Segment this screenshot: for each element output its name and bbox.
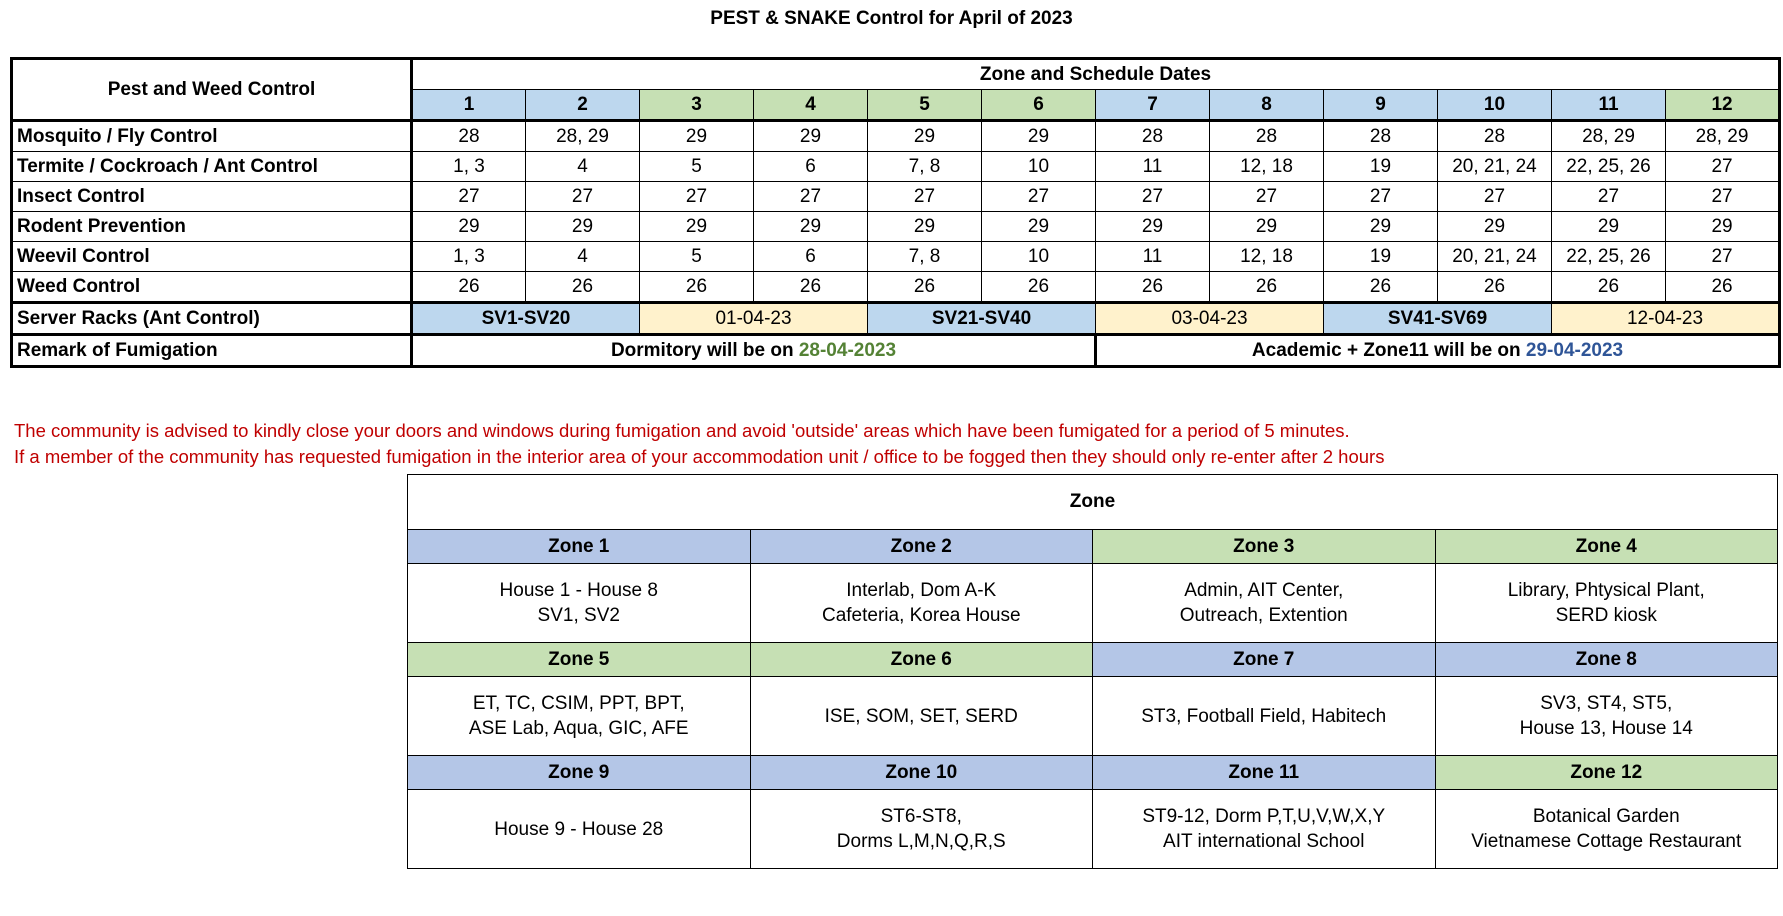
server-racks-row bbox=[12, 303, 1780, 335]
note-line: If a member of the community has requested fumigation in the interior area of your accommodation unit / office to be fogged then they should only re-enter after 2 hours bbox=[14, 446, 1385, 467]
zone-locations-cell bbox=[1435, 790, 1778, 869]
zone-locations-cell bbox=[1093, 790, 1436, 869]
zone-name-cell: Zone 1 bbox=[408, 530, 751, 564]
server-date-cell: 01-04-23 bbox=[640, 303, 868, 335]
schedule-date-cell: 26 bbox=[1096, 272, 1210, 303]
zone-location-line: Interlab, Dom A-K bbox=[846, 580, 997, 601]
schedule-date-cell: 29 bbox=[1096, 212, 1210, 242]
zone-name-cell: Zone 2 bbox=[750, 530, 1093, 564]
row-label: Weed Control bbox=[12, 272, 412, 303]
zone-name-cell: Zone 4 bbox=[1435, 530, 1778, 564]
row-label: Termite / Cockroach / Ant Control bbox=[12, 152, 412, 182]
schedule-date-cell: 1, 3 bbox=[412, 152, 526, 182]
schedule-date-cell: 29 bbox=[526, 212, 640, 242]
header-row bbox=[12, 59, 1780, 90]
schedule-date-cell: 29 bbox=[1552, 212, 1666, 242]
zone-number-cell: 1 bbox=[412, 90, 526, 121]
schedule-row bbox=[12, 242, 1780, 272]
zone-locations-cell bbox=[1093, 677, 1436, 756]
schedule-date-cell: 4 bbox=[526, 152, 640, 182]
zone-location-line: ST3, Football Field, Habitech bbox=[1141, 705, 1387, 727]
zone-number-cell: 9 bbox=[1324, 90, 1438, 121]
schedule-date-cell: 28, 29 bbox=[1552, 121, 1666, 152]
zone-location-line: House 9 - House 28 bbox=[494, 818, 664, 840]
schedule-date-cell: 22, 25, 26 bbox=[1552, 242, 1666, 272]
zone-locations-cell bbox=[750, 564, 1093, 643]
schedule-row bbox=[12, 152, 1780, 182]
note-line: The community is advised to kindly close your doors and windows during fumigation and avoid 'outside' areas which have been fumigated for a period of 5 minutes. bbox=[14, 420, 1350, 441]
server-group-cell: SV21-SV40 bbox=[868, 303, 1096, 335]
schedule-date-cell: 26 bbox=[1324, 272, 1438, 303]
zone-locations-cell bbox=[408, 564, 751, 643]
schedule-date-cell: 10 bbox=[982, 242, 1096, 272]
fumigation-date: 28-04-2023 bbox=[798, 339, 897, 361]
schedule-date-cell: 19 bbox=[1324, 152, 1438, 182]
schedule-date-cell: 26 bbox=[1666, 272, 1780, 303]
server-date-cell: 12-04-23 bbox=[1552, 303, 1780, 335]
schedule-date-cell: 29 bbox=[982, 212, 1096, 242]
schedule-date-cell: 29 bbox=[640, 121, 754, 152]
schedule-date-cell: 26 bbox=[754, 272, 868, 303]
schedule-date-cell: 27 bbox=[1210, 182, 1324, 212]
fumigation-date: 29-04-2023 bbox=[1525, 339, 1624, 361]
zone-number-cell: 11 bbox=[1552, 90, 1666, 121]
schedule-row bbox=[12, 272, 1780, 303]
schedule-date-cell: 1, 3 bbox=[412, 242, 526, 272]
schedule-row bbox=[12, 182, 1780, 212]
fumigation-text: Dormitory will be on bbox=[610, 339, 799, 361]
zone-number-cell: 8 bbox=[1210, 90, 1324, 121]
schedule-date-cell: 26 bbox=[1552, 272, 1666, 303]
fumigation-notes bbox=[14, 418, 1384, 470]
schedule-date-cell: 26 bbox=[868, 272, 982, 303]
zone-location-line: AIT international School bbox=[1163, 831, 1365, 852]
row-label: Remark of Fumigation bbox=[12, 335, 412, 367]
zone-location-line: SV1, SV2 bbox=[537, 605, 620, 626]
schedule-date-cell: 7, 8 bbox=[868, 242, 982, 272]
schedule-row bbox=[12, 121, 1780, 152]
zone-name-cell: Zone 7 bbox=[1093, 643, 1436, 677]
zone-location-line: ST6-ST8, bbox=[880, 806, 962, 827]
schedule-date-cell: 6 bbox=[754, 242, 868, 272]
schedule-date-cell: 6 bbox=[754, 152, 868, 182]
zone-name-cell: Zone 3 bbox=[1093, 530, 1436, 564]
zone-table bbox=[407, 474, 1778, 869]
zone-number-cell: 4 bbox=[754, 90, 868, 121]
schedule-row bbox=[12, 212, 1780, 242]
schedule-date-cell: 12, 18 bbox=[1210, 242, 1324, 272]
schedule-date-cell: 26 bbox=[1210, 272, 1324, 303]
schedule-date-cell: 28, 29 bbox=[1666, 121, 1780, 152]
schedule-date-cell: 29 bbox=[982, 121, 1096, 152]
schedule-date-cell: 11 bbox=[1096, 242, 1210, 272]
schedule-date-cell: 27 bbox=[526, 182, 640, 212]
schedule-date-cell: 28 bbox=[1096, 121, 1210, 152]
pest-weed-header: Pest and Weed Control bbox=[12, 59, 412, 121]
zone-locations-cell bbox=[408, 790, 751, 869]
zone-location-line: Botanical Garden bbox=[1532, 806, 1680, 827]
schedule-date-cell: 29 bbox=[1438, 212, 1552, 242]
zone-header-row bbox=[408, 756, 1778, 790]
schedule-date-cell: 7, 8 bbox=[868, 152, 982, 182]
row-label: Rodent Prevention bbox=[12, 212, 412, 242]
schedule-date-cell: 29 bbox=[1210, 212, 1324, 242]
zone-number-cell: 3 bbox=[640, 90, 754, 121]
row-label: Insect Control bbox=[12, 182, 412, 212]
zone-number-cell: 5 bbox=[868, 90, 982, 121]
schedule-date-cell: 27 bbox=[1666, 152, 1780, 182]
schedule-date-cell: 26 bbox=[526, 272, 640, 303]
schedule-date-cell: 28 bbox=[1438, 121, 1552, 152]
zone-location-line: SERD kiosk bbox=[1555, 605, 1657, 626]
schedule-date-cell: 11 bbox=[1096, 152, 1210, 182]
schedule-date-cell: 20, 21, 24 bbox=[1438, 242, 1552, 272]
schedule-date-cell: 20, 21, 24 bbox=[1438, 152, 1552, 182]
server-group-cell: SV41-SV69 bbox=[1324, 303, 1552, 335]
dormitory-fumigation bbox=[412, 335, 1096, 367]
zone-location-line: Admin, AIT Center, bbox=[1184, 580, 1344, 601]
schedule-date-cell: 29 bbox=[868, 121, 982, 152]
schedule-date-cell: 27 bbox=[1666, 242, 1780, 272]
schedule-date-cell: 12, 18 bbox=[1210, 152, 1324, 182]
schedule-date-cell: 26 bbox=[982, 272, 1096, 303]
zone-name-cell: Zone 12 bbox=[1435, 756, 1778, 790]
zone-name-cell: Zone 10 bbox=[750, 756, 1093, 790]
zone-location-line: Cafeteria, Korea House bbox=[821, 605, 1021, 626]
schedule-date-cell: 26 bbox=[412, 272, 526, 303]
schedule-date-cell: 29 bbox=[868, 212, 982, 242]
zone-location-line: Dorms L,M,N,Q,R,S bbox=[836, 831, 1006, 852]
zone-table-title: Zone bbox=[408, 475, 1778, 530]
row-label: Mosquito / Fly Control bbox=[12, 121, 412, 152]
schedule-date-cell: 5 bbox=[640, 152, 754, 182]
row-label: Weevil Control bbox=[12, 242, 412, 272]
zone-location-line: SV3, ST4, ST5, bbox=[1540, 693, 1673, 714]
schedule-date-cell: 27 bbox=[640, 182, 754, 212]
schedule-date-cell: 27 bbox=[1324, 182, 1438, 212]
schedule-date-cell: 27 bbox=[1438, 182, 1552, 212]
zone-location-line: ET, TC, CSIM, PPT, BPT, bbox=[472, 693, 685, 714]
schedule-table bbox=[10, 57, 1781, 368]
academic-fumigation bbox=[1096, 335, 1780, 367]
zone-location-line: House 1 - House 8 bbox=[499, 580, 658, 601]
zone-number-cell: 2 bbox=[526, 90, 640, 121]
zone-header-row bbox=[408, 530, 1778, 564]
schedule-date-cell: 27 bbox=[868, 182, 982, 212]
zone-locations-cell bbox=[1093, 564, 1436, 643]
zone-location-line: Vietnamese Cottage Restaurant bbox=[1471, 831, 1742, 852]
zone-name-cell: Zone 9 bbox=[408, 756, 751, 790]
zone-locations-cell bbox=[750, 790, 1093, 869]
schedule-date-cell: 28 bbox=[1324, 121, 1438, 152]
server-date-cell: 03-04-23 bbox=[1096, 303, 1324, 335]
schedule-date-cell: 27 bbox=[1666, 182, 1780, 212]
schedule-date-cell: 26 bbox=[640, 272, 754, 303]
schedule-date-cell: 28 bbox=[412, 121, 526, 152]
zone-name-cell: Zone 11 bbox=[1093, 756, 1436, 790]
zone-number-cell: 7 bbox=[1096, 90, 1210, 121]
schedule-date-cell: 27 bbox=[412, 182, 526, 212]
fumigation-text: Academic + Zone11 will be on bbox=[1251, 339, 1526, 361]
schedule-date-cell: 29 bbox=[1324, 212, 1438, 242]
schedule-date-cell: 19 bbox=[1324, 242, 1438, 272]
row-label: Server Racks (Ant Control) bbox=[12, 303, 412, 335]
schedule-date-cell: 10 bbox=[982, 152, 1096, 182]
zone-locations-cell bbox=[1435, 677, 1778, 756]
zone-body-row bbox=[408, 790, 1778, 869]
zone-name-cell: Zone 6 bbox=[750, 643, 1093, 677]
schedule-date-cell: 27 bbox=[1552, 182, 1666, 212]
schedule-date-cell: 29 bbox=[754, 121, 868, 152]
zone-title-row bbox=[408, 475, 1778, 530]
schedule-date-cell: 28, 29 bbox=[526, 121, 640, 152]
schedule-date-cell: 5 bbox=[640, 242, 754, 272]
schedule-date-cell: 26 bbox=[1438, 272, 1552, 303]
zone-location-line: ISE, SOM, SET, SERD bbox=[824, 705, 1018, 727]
zone-number-cell: 10 bbox=[1438, 90, 1552, 121]
schedule-date-cell: 27 bbox=[982, 182, 1096, 212]
schedule-date-cell: 28 bbox=[1210, 121, 1324, 152]
zone-locations-cell bbox=[1435, 564, 1778, 643]
schedule-date-cell: 29 bbox=[754, 212, 868, 242]
schedule-date-cell: 29 bbox=[412, 212, 526, 242]
zone-location-line: ST9-12, Dorm P,T,U,V,W,X,Y bbox=[1142, 806, 1386, 827]
page-title: PEST & SNAKE Control for April of 2023 bbox=[710, 8, 1073, 29]
zone-name-cell: Zone 5 bbox=[408, 643, 751, 677]
zone-location-line: House 13, House 14 bbox=[1519, 718, 1693, 739]
fumigation-row bbox=[12, 335, 1780, 367]
schedule-date-cell: 27 bbox=[1096, 182, 1210, 212]
zone-location-line: Outreach, Extention bbox=[1179, 605, 1348, 626]
zone-locations-cell bbox=[408, 677, 751, 756]
zone-number-cell: 6 bbox=[982, 90, 1096, 121]
zone-body-row bbox=[408, 677, 1778, 756]
zone-number-cell: 12 bbox=[1666, 90, 1780, 121]
zone-location-line: ASE Lab, Aqua, GIC, AFE bbox=[468, 718, 689, 739]
schedule-date-cell: 29 bbox=[640, 212, 754, 242]
schedule-date-cell: 4 bbox=[526, 242, 640, 272]
schedule-date-cell: 29 bbox=[1666, 212, 1780, 242]
zone-header-row bbox=[408, 643, 1778, 677]
zone-name-cell: Zone 8 bbox=[1435, 643, 1778, 677]
server-group-cell: SV1-SV20 bbox=[412, 303, 640, 335]
zone-body-row bbox=[408, 564, 1778, 643]
zone-schedule-header: Zone and Schedule Dates bbox=[412, 59, 1780, 90]
schedule-date-cell: 27 bbox=[754, 182, 868, 212]
schedule-date-cell: 22, 25, 26 bbox=[1552, 152, 1666, 182]
zone-location-line: Library, Phtysical Plant, bbox=[1507, 580, 1705, 601]
zone-locations-cell bbox=[750, 677, 1093, 756]
